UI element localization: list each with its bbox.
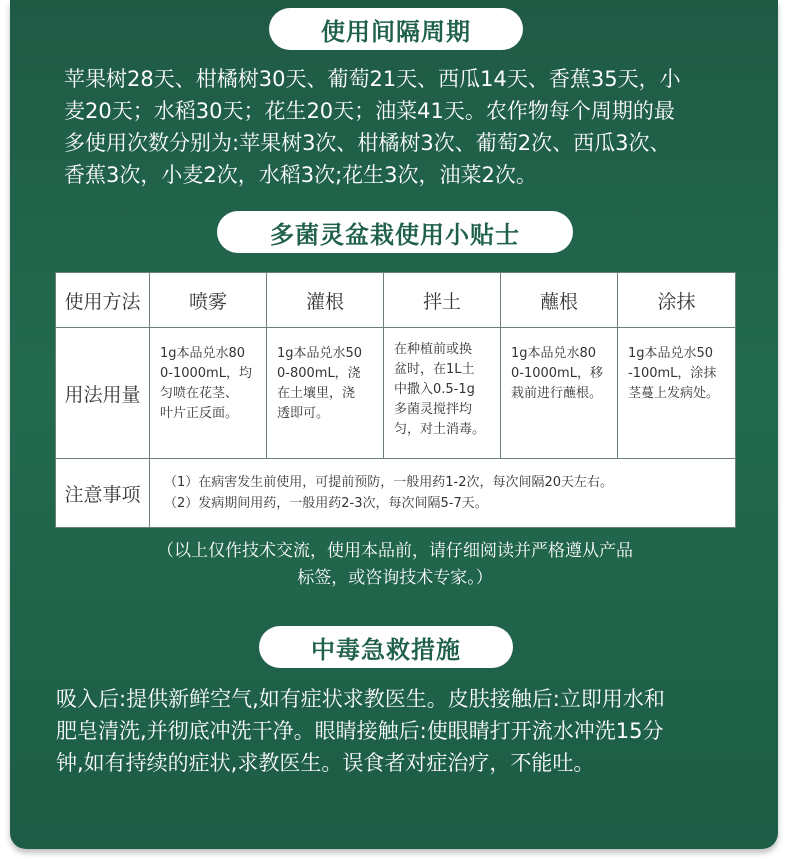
disclaimer-line: （以上仅作技术交流，使用本品前，请仔细阅读并严格遵从产品	[157, 541, 633, 561]
cell-line: 1g本品兑水80	[160, 346, 246, 361]
header-cell-root-drench: 灌根	[267, 273, 384, 328]
cell-line: 0-1000mL，均	[160, 366, 252, 381]
cell-line: 多菌灵搅拌均	[394, 402, 473, 417]
cell-line: 透即可。	[277, 406, 330, 421]
cell-line: 在土壤里，浇	[277, 386, 356, 401]
interval-paragraph	[64, 63, 744, 191]
disclaimer-text	[100, 538, 690, 592]
first-aid-paragraph	[56, 683, 746, 779]
interval-line: 香蕉3次，小麦2次，水稻3次;花生3次，油菜2次。	[64, 163, 537, 187]
note-line: （1）在病害发生前使用，可提前预防，一般用药1-2次，每次间隔20天左右。	[164, 475, 614, 490]
cell-line: -100mL，涂抹	[628, 366, 717, 381]
header-cell-smear: 涂抹	[618, 273, 736, 328]
notes-cell	[150, 459, 736, 528]
cell-line: 0-1000mL，移	[511, 366, 603, 381]
section-title-first-aid: 中毒急救措施	[259, 626, 513, 668]
interval-line: 麦20天；水稻30天；花生20天；油菜41天。农作物每个周期的最	[64, 99, 675, 123]
header-cell-root-dip: 蘸根	[501, 273, 618, 328]
first-aid-line: 钟,如有持续的症状,求教医生。误食者对症治疗，不能吐。	[56, 751, 595, 775]
note-line: （2）发病期间用药，一般用药2-3次，每次间隔5-7天。	[164, 496, 488, 511]
cell-line: 1g本品兑水80	[511, 346, 597, 361]
usage-cell-root-drench	[267, 328, 384, 459]
interval-line: 苹果树28天、柑橘树30天、葡萄21天、西瓜14天、香蕉35天，小	[64, 67, 681, 91]
first-aid-line: 吸入后:提供新鲜空气,如有症状求教医生。皮肤接触后:立即用水和	[56, 687, 665, 711]
header-cell-spray: 喷雾	[150, 273, 267, 328]
cell-line: 盆时，在1L土	[394, 362, 475, 377]
interval-line: 多使用次数分别为:苹果树3次、柑橘树3次、葡萄2次、西瓜3次、	[64, 131, 671, 155]
row-label-notes: 注意事项	[56, 459, 150, 528]
cell-line: 茎蔓上发病处。	[628, 386, 720, 401]
usage-cell-spray	[150, 328, 267, 459]
usage-cell-smear	[618, 328, 736, 459]
cell-line: 叶片正反面。	[160, 406, 239, 421]
table-row-usage	[56, 328, 736, 459]
first-aid-line: 肥皂清洗,并彻底冲洗干净。眼睛接触后:使眼睛打开流水冲洗15分	[56, 719, 664, 743]
section-title-interval: 使用间隔周期	[269, 8, 523, 50]
row-label-usage: 用法用量	[56, 328, 150, 459]
header-cell-soil-mix: 拌土	[384, 273, 501, 328]
cell-line: 1g本品兑水50	[628, 346, 714, 361]
section-title-tips: 多菌灵盆栽使用小贴士	[217, 211, 573, 253]
cell-line: 匀喷在花茎、	[160, 386, 239, 401]
usage-tips-table	[55, 272, 736, 528]
cell-line: 栽前进行蘸根。	[511, 386, 603, 401]
usage-cell-soil-mix	[384, 328, 501, 459]
table-row-notes	[56, 459, 736, 528]
cell-line: 匀，对土消毒。	[394, 422, 486, 437]
cell-line: 中撒入0.5-1g	[394, 382, 475, 397]
cell-line: 在种植前或换	[394, 342, 473, 357]
table-header-row	[56, 273, 736, 328]
usage-cell-root-dip	[501, 328, 618, 459]
cell-line: 0-800mL，浇	[277, 366, 361, 381]
header-cell-method: 使用方法	[56, 273, 150, 328]
disclaimer-line: 标签，或咨询技术专家。）	[297, 568, 493, 588]
cell-line: 1g本品兑水50	[277, 346, 363, 361]
